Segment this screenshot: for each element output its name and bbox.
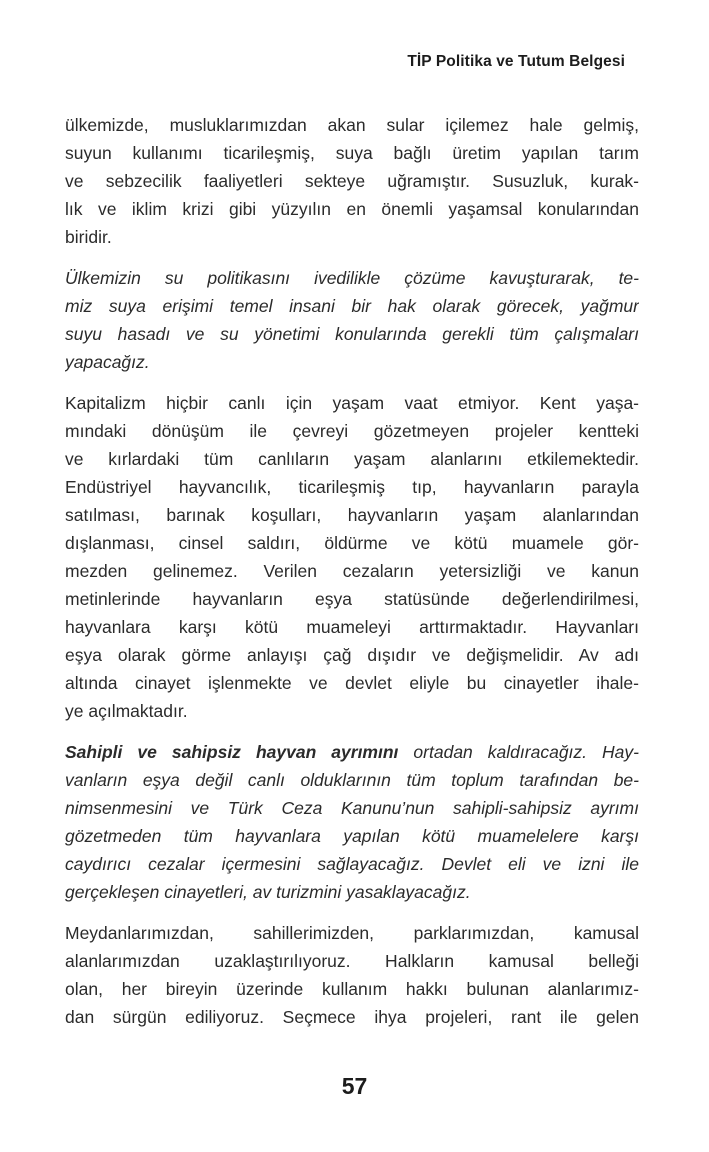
text-line: suyu hasadı ve su yönetimi konularında gerekli tüm çalışmaları (65, 324, 639, 344)
paragraph-animal-pledge (65, 738, 639, 906)
paragraph-public-spaces (65, 919, 639, 1031)
page-content (65, 111, 639, 1044)
text-line: ye açılmaktadır. (65, 701, 188, 721)
text-line: satılması, barınak koşulları, hayvanların yaşam alanlarından (65, 505, 639, 525)
bold-lead-phrase: Sahipli ve sahipsiz hayvan ayrımını (65, 742, 399, 762)
paragraph-water-crisis (65, 111, 639, 251)
text-line: biridir. (65, 227, 112, 247)
text-line: altında cinayet işlenmekte ve devlet eliyle bu cinayetler ihale- (65, 673, 639, 693)
lead-rest-text: ortadan kaldıracağız. Hay- (398, 742, 639, 762)
text-line: dan sürgün ediliyoruz. Seçmece ihya projeleri, rant ile gelen (65, 1007, 639, 1027)
text-line: Meydanlarımızdan, sahillerimizden, parklarımızdan, kamusal (65, 923, 639, 943)
text-line: nimsenmesini ve Türk Ceza Kanunu’nun sahipli-sahipsiz ayrımı (65, 798, 639, 818)
paragraph-water-pledge (65, 264, 639, 376)
text-line: hayvanlara karşı kötü muameleyi arttırmaktadır. Hayvanları (65, 617, 639, 637)
text-line: ve sebzecilik faaliyetleri sekteye uğramıştır. Susuzluk, kurak- (65, 171, 639, 191)
text-line: Endüstriyel hayvancılık, ticarileşmiş tıp, hayvanların parayla (65, 477, 639, 497)
text-line: olan, her bireyin üzerinde kullanım hakkı bulunan alanlarımız- (65, 979, 639, 999)
text-line: metinlerinde hayvanların eşya statüsünde değerlendirilmesi, (65, 589, 639, 609)
text-line: ülkemizde, musluklarımızdan akan sular içilemez hale gelmiş, (65, 115, 639, 135)
text-line: lık ve iklim krizi gibi yüzyılın en önemli yaşamsal konularından (65, 199, 639, 219)
text-line: miz suya erişimi temel insani bir hak olarak görecek, yağmur (65, 296, 639, 316)
text-line: gerçekleşen cinayetleri, av turizmini yasaklayacağız. (65, 882, 471, 902)
text-line: Kapitalizm hiçbir canlı için yaşam vaat etmiyor. Kent yaşa- (65, 393, 639, 413)
page-number: 57 (341, 1073, 368, 1099)
text-line: ve kırlardaki tüm canlıların yaşam alanlarını etkilemektedir. (65, 449, 639, 469)
text-line: mezden gelinemez. Verilen cezaların yetersizliği ve kanun (65, 561, 639, 581)
text-line: caydırıcı cezalar içermesini sağlayacağız. Devlet eli ve izni ile (65, 854, 639, 874)
text-line: yapacağız. (65, 352, 150, 372)
text-line: gözetmeden tüm hayvanlara yapılan kötü muamelelere karşı (65, 826, 639, 846)
text-line: Ülkemizin su politikasını ivedilikle çözüme kavuşturarak, te- (65, 268, 639, 288)
text-line: mındaki dönüşüm ile çevreyi gözetmeyen projeler kentteki (65, 421, 639, 441)
running-header: TİP Politika ve Tutum Belgesi (407, 53, 625, 70)
text-line: dışlanması, cinsel saldırı, öldürme ve kötü muamele gör- (65, 533, 639, 553)
text-line: eşya olarak görme anlayışı çağ dışıdır ve değişmelidir. Av adı (65, 645, 639, 665)
text-line: suyun kullanımı ticarileşmiş, suya bağlı üretim yapılan tarım (65, 143, 639, 163)
paragraph-animal-rights (65, 389, 639, 725)
text-line: alanlarımızdan uzaklaştırılıyoruz. Halkların kamusal belleği (65, 951, 639, 971)
text-line-lead (65, 738, 639, 766)
text-line: vanların eşya değil canlı olduklarının tüm toplum tarafından be- (65, 770, 639, 790)
